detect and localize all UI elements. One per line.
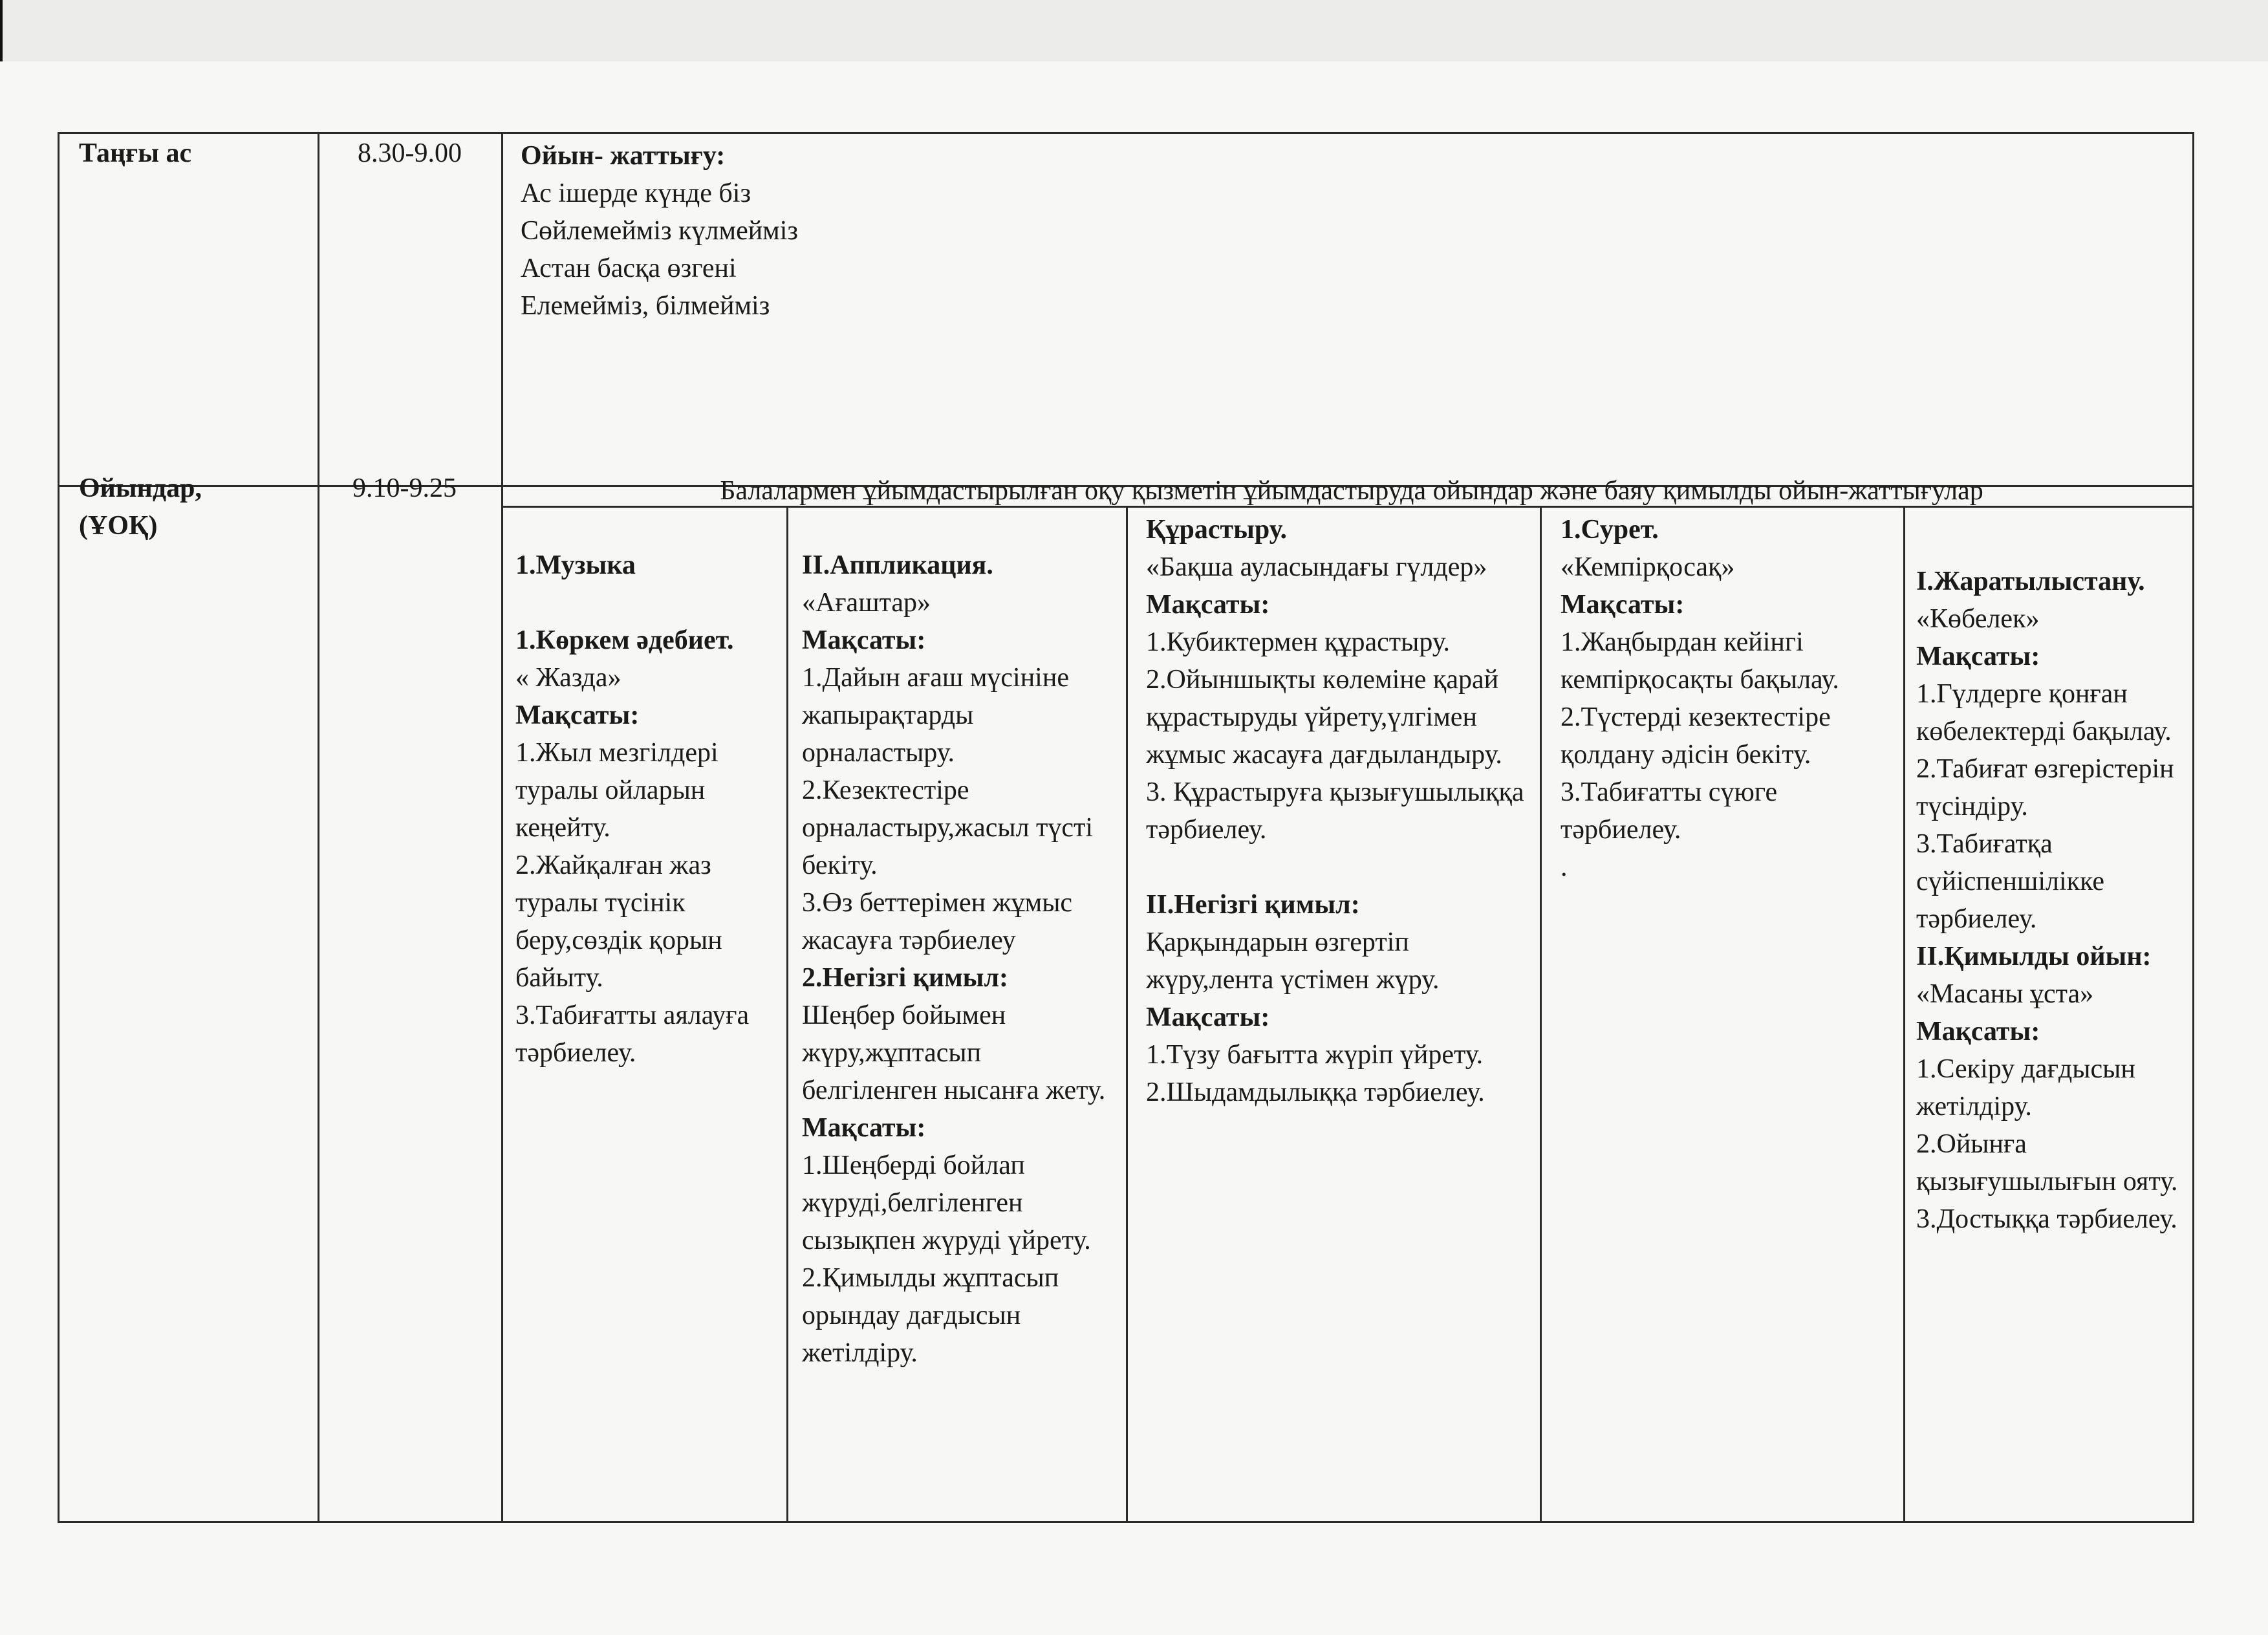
- row-1-title: Ойын- жаттығу:: [521, 141, 726, 171]
- col-5-goals2-label: Мақсаты:: [1916, 1017, 2040, 1046]
- col-2-goals2-label: Мақсаты:: [802, 1113, 926, 1143]
- col-4-goals-label: Мақсаты:: [1561, 590, 1685, 620]
- table-border-top: [58, 132, 2194, 134]
- row-1-label: Таңғы ас: [79, 138, 192, 168]
- goal-item: 2.Табиғат өзгерістерін түсіндіру.: [1916, 754, 2174, 821]
- table-border-left: [58, 132, 59, 1523]
- col-2-subject-2: 2.Негізгі қимыл:: [802, 963, 1009, 993]
- col-1-subject-2: 1.Көркем әдебиет.: [515, 625, 734, 655]
- poem-line: Астан басқа өзгені: [521, 254, 737, 283]
- col-divider-time: [501, 132, 503, 1523]
- row-2-header: Балалармен ұйымдастырылған оқу қызметін ұйымдастыруда ойындар және баяу қимылды ойын-жаттығулар: [720, 476, 1983, 506]
- col-5-subject-2-line: [1916, 938, 2188, 1013]
- goal-item: 1.Гүлдерге қонған көбелектерді бақылау.: [1916, 679, 2172, 746]
- row-1-content: [521, 137, 1685, 325]
- goal-item: 3.Табиғатты аялауға тәрбиелеу.: [515, 1001, 750, 1068]
- row-1-time: 8.30-9.00: [358, 138, 462, 168]
- spacer: [1146, 849, 1534, 886]
- col-3-subject-2: II.Негізгі қимыл:: [1146, 890, 1360, 920]
- row-2-label: Ойындар, (ҰОҚ): [79, 473, 202, 541]
- poem-line: Сөйлемейміз күлмейміз: [521, 216, 799, 246]
- goal-item: 1.Секіру дағдысын жетілдіру.: [1916, 1054, 2135, 1121]
- col-5-subject-2: II.Қимылды ойын:: [1916, 942, 2152, 971]
- col-5-goals-label: Мақсаты:: [1916, 642, 2040, 671]
- col-5-subject-2-text: «Масаны ұста»: [1916, 979, 2094, 1009]
- scan-edge: [0, 0, 2268, 61]
- row-2-time: 9.10-9.25: [352, 473, 457, 503]
- col-3-topic: «Бақша ауласындағы гүлдер»: [1146, 552, 1487, 582]
- col-5-content: [1916, 563, 2188, 1238]
- scan-corner-mark: [0, 0, 3, 61]
- col-4-topic: «Кемпірқосақ»: [1561, 552, 1735, 582]
- col-divider-4: [1903, 506, 1905, 1523]
- col-divider-1: [786, 506, 788, 1523]
- goal-item: 2.Түстерді кезектестіре қолдану әдісін бекіту.: [1561, 702, 1831, 770]
- col-1-topic: « Жазда»: [515, 663, 621, 693]
- col-2-topic: «Ағаштар»: [802, 588, 931, 618]
- goal-item: 1.Түзу бағытта жүріп үйрету.: [1146, 1040, 1484, 1070]
- goal-item: 3. Құрастыруға қызығушылыққа тәрбиелеу.: [1146, 777, 1524, 845]
- goal-item: 1.Дайын ағаш мүсініне жапырақтарды орналастыру.: [802, 663, 1069, 768]
- goal-item: 3.Табиғатты сүюге тәрбиелеу.: [1561, 777, 1778, 845]
- col-5-subject-1: I.Жаратылыстану.: [1916, 567, 2145, 596]
- poem-line: Ас ішерде күнде біз: [521, 179, 751, 208]
- col-2-subject-1: II.Аппликация.: [802, 550, 993, 580]
- col-divider-label: [318, 132, 319, 1523]
- col-1-content: [515, 547, 781, 1072]
- col-3-goals2-label: Мақсаты:: [1146, 1002, 1270, 1032]
- poem-line: Елемейміз, білмейміз: [521, 291, 770, 321]
- col-4-subject-1: 1.Сурет.: [1561, 515, 1659, 545]
- goal-item: 1.Кубиктермен құрастыру.: [1146, 627, 1451, 657]
- col-4-content: [1561, 511, 1897, 886]
- col-2-goals-label: Мақсаты:: [802, 625, 926, 655]
- goal-item: 2.Ойыншықты көлеміне қарай құрастыруды үйрету,үлгімен жұмыс жасауға дағдыландыру.: [1146, 665, 1502, 770]
- goal-item: 2.Кезектестіре орналастыру,жасыл түсті бекіту.: [802, 775, 1094, 880]
- spacer: [515, 584, 781, 622]
- table-border-right: [2192, 132, 2194, 1523]
- goal-item: 2.Жайқалған жаз туралы түсінік беру,сөздік қорын байыту.: [515, 850, 722, 993]
- goal-item: 1.Жаңбырдан кейінгі кемпірқосақты бақылау.: [1561, 627, 1839, 695]
- goal-item: 3.Өз беттерімен жұмыс жасауға тәрбиелеу: [802, 888, 1073, 955]
- col-3-subject-2-text: Қарқындарын өзгертіп жүру,лента үстімен жүру.: [1146, 927, 1440, 995]
- goal-item: .: [1561, 852, 1568, 882]
- col-3-goals-label: Мақсаты:: [1146, 590, 1270, 620]
- col-divider-2: [1126, 506, 1128, 1523]
- goal-item: 1.Шеңберді бойлап жүруді,белгіленген сызықпен жүруді үйрету.: [802, 1151, 1091, 1255]
- goal-item: 2.Шыдамдылыққа тәрбиелеу.: [1146, 1077, 1485, 1107]
- goal-item: 3.Табиғатқа сүйіспеншілікке тәрбиелеу.: [1916, 829, 2105, 934]
- goal-item: 3.Достыққа тәрбиелеу.: [1916, 1204, 2177, 1234]
- col-5-topic: «Көбелек»: [1916, 604, 2040, 634]
- goal-item: 2.Ойынға қызығушылығын ояту.: [1916, 1129, 2178, 1196]
- goal-item: 2.Қимылды жұптасып орындау дағдысын жетілдіру.: [802, 1263, 1059, 1368]
- col-3-content: [1146, 511, 1534, 1111]
- goal-item: 1.Жыл мезгілдері туралы ойларын кеңейту.: [515, 738, 718, 843]
- col-divider-3: [1540, 506, 1542, 1523]
- col-1-subject-1: 1.Музыка: [515, 550, 636, 580]
- col-2-content: [802, 547, 1122, 1372]
- col-1-goals-label: Мақсаты:: [515, 700, 640, 730]
- col-3-subject-1: Құрастыру.: [1146, 515, 1287, 545]
- col-2-subject-2-text: Шеңбер бойымен жүру,жұптасып белгіленген нысанға жету.: [802, 1001, 1106, 1105]
